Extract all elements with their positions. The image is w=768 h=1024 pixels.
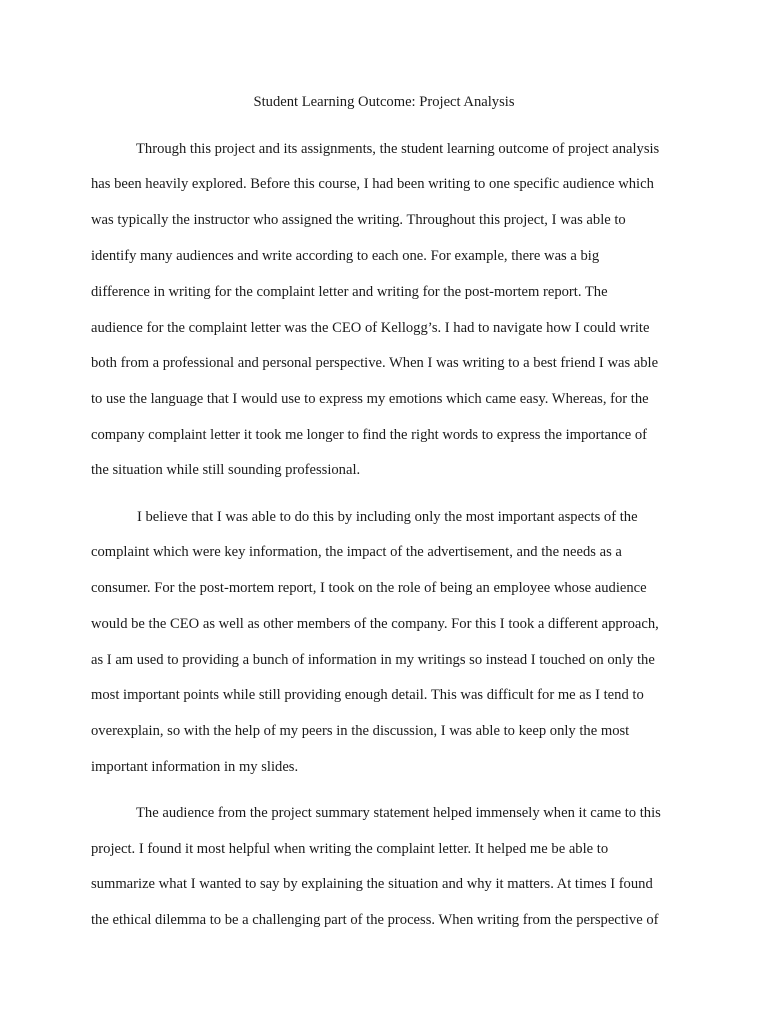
paragraph-1-line-4: identify many audiences and write according to each one. For example, there was a big: [91, 248, 600, 264]
paragraph-1-line-3: was typically the instructor who assigned the writing. Throughout this project, I was able to: [91, 212, 626, 228]
paragraph-1-line-5: difference in writing for the complaint letter and writing for the post-mortem report. The: [91, 284, 608, 300]
paragraph-1-line-8: to use the language that I would use to express my emotions which came easy. Whereas, for the: [91, 391, 649, 407]
paragraph-2-line-3: consumer. For the post-mortem report, I took on the role of being an employee whose audience: [91, 580, 647, 596]
paragraph-2-line-6: most important points while still providing enough detail. This was difficult for me as I tend to: [91, 687, 644, 703]
paragraph-1-line-9: company complaint letter it took me longer to find the right words to express the importance of: [91, 427, 648, 443]
paragraph-3-line-4: the ethical dilemma to be a challenging part of the process. When writing from the perspective of: [91, 912, 659, 928]
paragraph-2-line-1: I believe that I was able to do this by including only the most important aspects of the: [137, 509, 638, 525]
paragraph-1-line-6: audience for the complaint letter was the CEO of Kellogg’s. I had to navigate how I could write: [91, 320, 650, 336]
paragraph-2-line-7: overexplain, so with the help of my peers in the discussion, I was able to keep only the most: [91, 723, 630, 739]
paragraph-1-line-1: Through this project and its assignments, the student learning outcome of project analysis: [136, 141, 660, 157]
paragraph-2-line-8: important information in my slides.: [91, 759, 299, 775]
paragraph-1-line-2: has been heavily explored. Before this course, I had been writing to one specific audience which: [91, 176, 654, 192]
paragraph-2-line-5: as I am used to providing a bunch of information in my writings so instead I touched on only the: [91, 652, 655, 668]
paragraph-3-line-2: project. I found it most helpful when writing the complaint letter. It helped me be able to: [91, 841, 609, 857]
paragraph-1-line-7: both from a professional and personal perspective. When I was writing to a best friend I was able: [91, 355, 659, 371]
paragraph-1-line-10: the situation while still sounding professional.: [91, 462, 361, 478]
document-title: Student Learning Outcome: Project Analysis: [253, 94, 515, 110]
paragraph-2-line-4: would be the CEO as well as other members of the company. For this I took a different approach,: [91, 616, 659, 632]
paragraph-3-line-3: summarize what I wanted to say by explaining the situation and why it matters. At times I found: [91, 876, 653, 892]
paragraph-2-line-2: complaint which were key information, the impact of the advertisement, and the needs as a: [91, 544, 622, 560]
paragraph-3-line-1: The audience from the project summary statement helped immensely when it came to this: [136, 805, 661, 821]
